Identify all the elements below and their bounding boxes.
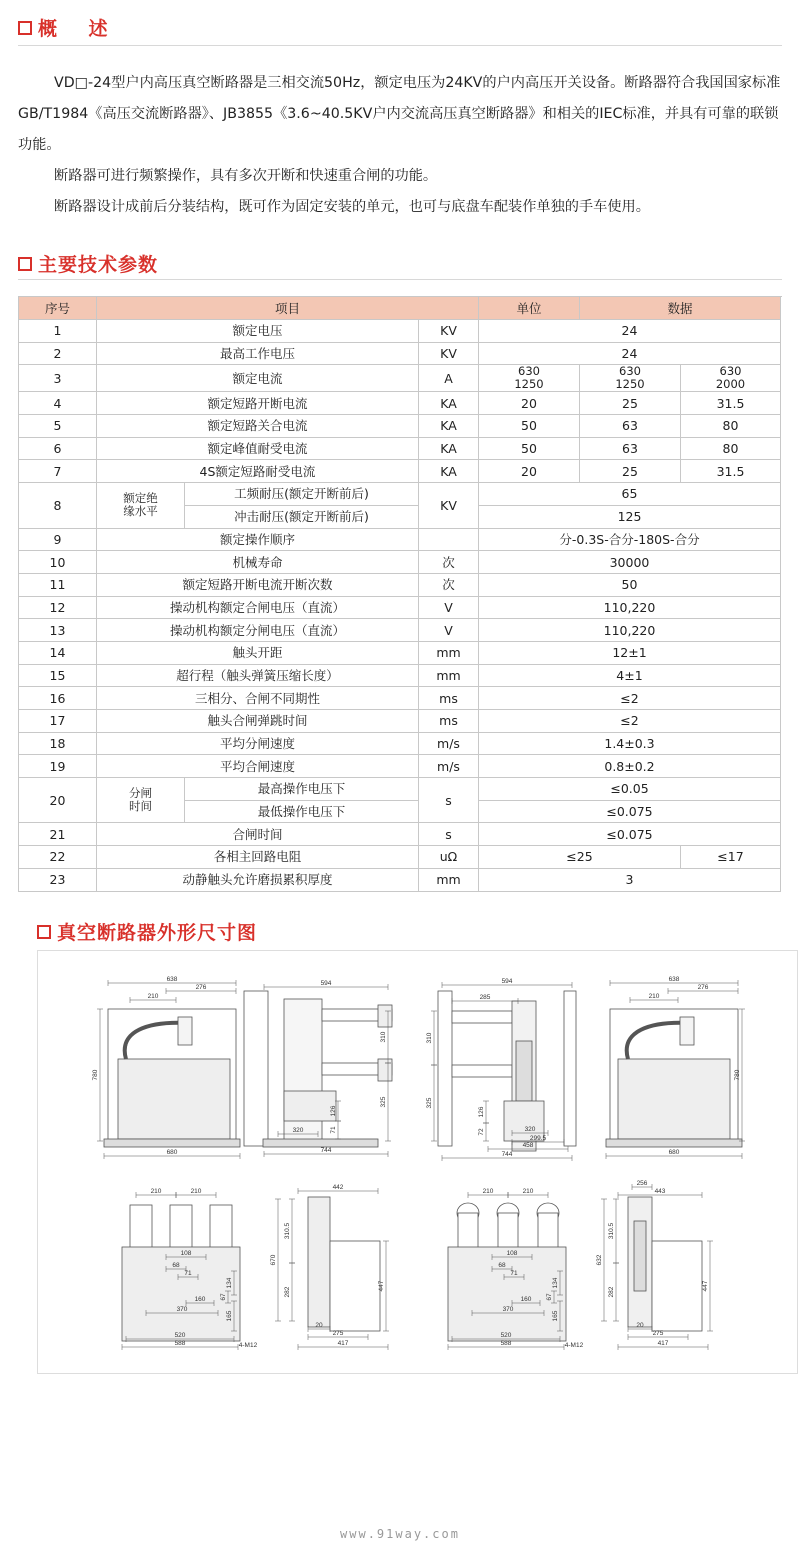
row-value: 24 — [479, 342, 781, 365]
row-unit: KV — [419, 320, 479, 343]
dimension-label: 447 — [378, 1280, 385, 1292]
overview-text — [18, 68, 783, 223]
overview-paragraph: VD□-24型户内高压真空断路器是三相交流50Hz，额定电压为24KV的户内高压开关设备。断路器符合我国国家标准GB/T1984《高压交流断路器》、JB3855《3.6~40.5KV户内交流高压真空断路器》和相关的IEC标准，并具有可靠的联锁功能。 — [18, 75, 781, 153]
mechanism-box — [618, 1059, 730, 1139]
row-item: 超行程（触头弹簧压缩长度） — [97, 664, 419, 687]
row-unit: mm — [419, 868, 479, 891]
dimension-label: 370 — [502, 1306, 514, 1313]
drawing-shape — [378, 1005, 392, 1027]
row-number: 21 — [19, 823, 97, 846]
row-unit: KA — [419, 460, 479, 483]
dimension-label: 325 — [380, 1096, 387, 1108]
row-value: ≤0.05 — [479, 778, 781, 801]
row-number: 8 — [19, 483, 97, 528]
row-unit: ms — [419, 687, 479, 710]
row-value: 110,220 — [479, 619, 781, 642]
dimension-label: 588 — [500, 1340, 512, 1347]
row-value: 20 — [479, 392, 580, 415]
drawing-shape — [284, 1091, 336, 1121]
dimension-label: 680 — [166, 1149, 178, 1156]
dimension-label: 442 — [332, 1184, 344, 1191]
row-value: ≤0.075 — [479, 800, 781, 823]
row-number: 15 — [19, 664, 97, 687]
dimension-label: 680 — [668, 1149, 680, 1156]
row-unit: KV — [419, 342, 479, 365]
row-value: 80 — [681, 415, 781, 438]
table-row — [19, 551, 781, 574]
table-header-row — [19, 297, 781, 320]
table-header-cell: 项目 — [97, 297, 479, 320]
table-row — [19, 365, 781, 392]
dimension-label: 108 — [506, 1250, 518, 1257]
dimension-label: 275 — [652, 1330, 664, 1337]
row-number: 2 — [19, 342, 97, 365]
dimension-label: 310 — [380, 1031, 387, 1043]
row-item: 额定峰值耐受电流 — [97, 437, 419, 460]
table-row — [19, 732, 781, 755]
dimension-label: 160 — [520, 1296, 532, 1303]
row-value: 65 — [479, 483, 781, 506]
drawing-shape — [452, 1065, 512, 1077]
drawing-shape — [606, 1139, 742, 1147]
side-frame — [244, 991, 268, 1146]
row-unit: mm — [419, 664, 479, 687]
dimension-label: 72 — [478, 1128, 485, 1136]
dimension-label: 160 — [194, 1296, 206, 1303]
table-row — [19, 664, 781, 687]
row-unit: 次 — [419, 573, 479, 596]
row-value: 31.5 — [681, 392, 781, 415]
row-number: 4 — [19, 392, 97, 415]
dimension-label: 108 — [180, 1250, 192, 1257]
dimension-label: 20 — [636, 1322, 644, 1329]
drawing-shape — [680, 1017, 694, 1045]
row-value: 50 — [479, 437, 580, 460]
dimension-label: 165 — [226, 1310, 233, 1322]
row-unit: KA — [419, 392, 479, 415]
row-value: 20 — [479, 460, 580, 483]
row-value: 25 — [580, 392, 681, 415]
row-value: 25 — [580, 460, 681, 483]
row-value: 630 1250 — [479, 365, 580, 392]
drawing-shape — [378, 1059, 392, 1081]
row-number: 13 — [19, 619, 97, 642]
row-number: 7 — [19, 460, 97, 483]
dimension-label: 520 — [500, 1332, 512, 1339]
table-row — [19, 320, 781, 343]
row-value: 630 2000 — [681, 365, 781, 392]
row-unit: uΩ — [419, 846, 479, 869]
table-row — [19, 415, 781, 438]
dimension-label: 594 — [320, 980, 332, 987]
row-value: 63 — [580, 437, 681, 460]
dimension-label: 638 — [166, 976, 178, 983]
table-row — [19, 687, 781, 710]
dimension-label: 285 — [479, 994, 491, 1001]
side-frame — [438, 991, 452, 1146]
row-number: 22 — [19, 846, 97, 869]
row-number: 18 — [19, 732, 97, 755]
dimension-label: 320 — [292, 1127, 304, 1134]
row-unit: V — [419, 619, 479, 642]
dimension-label: 780 — [734, 1069, 741, 1081]
section-title: 主要技术参数 — [38, 254, 159, 276]
row-value: 30000 — [479, 551, 781, 574]
footer-watermark: www.91way.com — [340, 1527, 460, 1541]
dimension-label: 282 — [608, 1286, 615, 1298]
row-value: 24 — [479, 320, 781, 343]
drawing-shape — [263, 1139, 378, 1147]
row-item: 机械寿命 — [97, 551, 419, 574]
dimension-label: 4-M12 — [238, 1342, 258, 1349]
dimension-label: 126 — [330, 1105, 337, 1117]
dimension-label: 71 — [184, 1270, 192, 1277]
row-value: ≤0.075 — [479, 823, 781, 846]
divider — [18, 45, 782, 46]
drawing-shape — [178, 1017, 192, 1045]
section-title: 概 述 — [38, 18, 109, 40]
dimension-label: 282 — [284, 1286, 291, 1298]
section-title: 真空断路器外形尺寸图 — [57, 922, 258, 944]
table-row — [19, 823, 781, 846]
row-item: 触头合闸弹跳时间 — [97, 710, 419, 733]
dimension-label: 588 — [174, 1340, 186, 1347]
row-number: 23 — [19, 868, 97, 891]
dimension-label: 4-M12 — [564, 1342, 584, 1349]
row-value: 50 — [479, 573, 781, 596]
dimension-label: 417 — [657, 1340, 669, 1347]
table-row — [19, 868, 781, 891]
pole-housing — [284, 999, 322, 1144]
drawing-shape — [516, 1041, 532, 1101]
dimension-drawing-panel — [37, 950, 798, 1374]
dimension-label: 256 — [636, 1180, 648, 1187]
row-item: 额定操作顺序 — [97, 528, 419, 551]
table-row — [19, 392, 781, 415]
row-number: 16 — [19, 687, 97, 710]
dimension-label: 67 — [220, 1293, 227, 1301]
row-number: 1 — [19, 320, 97, 343]
row-value: 分-0.3S-合分-180S-合分 — [479, 528, 781, 551]
dimension-label: 134 — [226, 1277, 233, 1289]
row-value: 3 — [479, 868, 781, 891]
row-value: 110,220 — [479, 596, 781, 619]
drawing-shape — [564, 991, 576, 1146]
row-item: 三相分、合闸不同期性 — [97, 687, 419, 710]
row-unit — [419, 528, 479, 551]
row-value: ≤2 — [479, 710, 781, 733]
dimension-label: 210 — [482, 1188, 494, 1195]
row-group-label: 分闸 时间 — [97, 778, 185, 823]
dimension-drawings — [38, 951, 797, 1373]
row-item: 合闸时间 — [97, 823, 419, 846]
row-unit: ms — [419, 710, 479, 733]
dimension-label: 126 — [478, 1106, 485, 1118]
dimension-label: 744 — [320, 1147, 332, 1154]
row-value: 80 — [681, 437, 781, 460]
row-number: 14 — [19, 641, 97, 664]
row-number: 19 — [19, 755, 97, 778]
table-row — [19, 573, 781, 596]
dimension-label: 443 — [654, 1188, 666, 1195]
dimension-label: 417 — [337, 1340, 349, 1347]
row-item: 动静触头允许磨损累积厚度 — [97, 868, 419, 891]
spec-table — [18, 296, 781, 892]
row-unit: KA — [419, 415, 479, 438]
row-unit: V — [419, 596, 479, 619]
dimension-label: 320 — [524, 1126, 536, 1133]
section-drawings-header — [37, 918, 257, 945]
dimension-label: 744 — [501, 1151, 513, 1158]
dimension-label: 67 — [546, 1293, 553, 1301]
row-unit: s — [419, 778, 479, 823]
row-unit: m/s — [419, 732, 479, 755]
dimension-label: 210 — [522, 1188, 534, 1195]
dimension-label: 780 — [92, 1069, 99, 1081]
dimension-label: 638 — [668, 976, 680, 983]
row-number: 3 — [19, 365, 97, 392]
row-value: 125 — [479, 505, 781, 528]
row-value: 0.8±0.2 — [479, 755, 781, 778]
dimension-label: 210 — [147, 993, 159, 1000]
dimension-label: 370 — [176, 1306, 188, 1313]
table-row — [19, 596, 781, 619]
row-number: 9 — [19, 528, 97, 551]
dimension-label: 310 — [426, 1032, 433, 1044]
dimension-label: 310.5 — [608, 1222, 615, 1240]
row-item: 额定电压 — [97, 320, 419, 343]
dimension-label: 520 — [174, 1332, 186, 1339]
row-item: 额定电流 — [97, 365, 419, 392]
table-row — [19, 619, 781, 642]
table-header-cell: 数据 — [580, 297, 781, 320]
table-row — [19, 755, 781, 778]
row-value: 50 — [479, 415, 580, 438]
row-unit: A — [419, 365, 479, 392]
row-value: 63 — [580, 415, 681, 438]
section-box-icon — [18, 257, 32, 271]
row-number: 6 — [19, 437, 97, 460]
side-frame — [652, 1241, 702, 1331]
dimension-label: 276 — [697, 984, 709, 991]
row-unit: KA — [419, 437, 479, 460]
pole-housing — [308, 1197, 330, 1327]
row-unit: KV — [419, 483, 479, 528]
dimension-label: 68 — [172, 1262, 180, 1269]
row-unit: m/s — [419, 755, 479, 778]
table-row — [19, 641, 781, 664]
row-item: 触头开距 — [97, 641, 419, 664]
row-unit: s — [419, 823, 479, 846]
table-row — [19, 778, 781, 801]
section-overview-header — [18, 14, 108, 41]
row-item: 平均合闸速度 — [97, 755, 419, 778]
row-item: 各相主回路电阻 — [97, 846, 419, 869]
row-value: ≤25 — [479, 846, 681, 869]
row-item: 额定短路开断电流 — [97, 392, 419, 415]
section-specs-header — [18, 250, 158, 277]
row-value: 4±1 — [479, 664, 781, 687]
section-box-icon — [37, 925, 51, 939]
row-value: 12±1 — [479, 641, 781, 664]
divider — [18, 279, 782, 280]
row-unit: 次 — [419, 551, 479, 574]
row-item: 冲击耐压(额定开断前后) — [185, 505, 419, 528]
drawing-shape — [452, 1011, 512, 1023]
row-number: 12 — [19, 596, 97, 619]
dimension-label: 165 — [552, 1310, 559, 1322]
dimension-label: 299.5 — [529, 1135, 547, 1142]
section-box-icon — [18, 21, 32, 35]
dimension-label: 210 — [190, 1188, 202, 1195]
dimension-label: 134 — [552, 1277, 559, 1289]
row-value: 31.5 — [681, 460, 781, 483]
row-number: 20 — [19, 778, 97, 823]
mechanism-box — [118, 1059, 230, 1139]
row-item: 最高操作电压下 — [185, 778, 419, 801]
row-number: 5 — [19, 415, 97, 438]
dimension-label: 632 — [596, 1254, 603, 1266]
row-item: 操动机构额定合闸电压（直流） — [97, 596, 419, 619]
dimension-label: 670 — [270, 1254, 277, 1266]
row-item: 操动机构额定分闸电压（直流） — [97, 619, 419, 642]
table-row — [19, 483, 781, 506]
table-header-cell: 单位 — [479, 297, 580, 320]
table-row — [19, 342, 781, 365]
dimension-label: 325 — [426, 1097, 433, 1109]
row-unit: mm — [419, 641, 479, 664]
dimension-label: 210 — [150, 1188, 162, 1195]
dimension-label: 71 — [330, 1126, 337, 1134]
overview-paragraph: 断路器可进行频繁操作，具有多次开断和快速重合闸的功能。 — [54, 168, 438, 184]
row-item: 平均分闸速度 — [97, 732, 419, 755]
row-item: 4S额定短路耐受电流 — [97, 460, 419, 483]
row-item: 额定短路开断电流开断次数 — [97, 573, 419, 596]
table-row — [19, 846, 781, 869]
table-row — [19, 710, 781, 733]
row-number: 11 — [19, 573, 97, 596]
table-header-cell: 序号 — [19, 297, 97, 320]
row-item: 额定短路关合电流 — [97, 415, 419, 438]
table-row — [19, 460, 781, 483]
dimension-label: 210 — [648, 993, 660, 1000]
dimension-label: 275 — [332, 1330, 344, 1337]
drawing-shape — [634, 1221, 646, 1291]
row-number: 17 — [19, 710, 97, 733]
row-group-label: 额定绝 缘水平 — [97, 483, 185, 528]
row-value: 1.4±0.3 — [479, 732, 781, 755]
table-row — [19, 437, 781, 460]
row-item: 最高工作电压 — [97, 342, 419, 365]
row-item: 最低操作电压下 — [185, 800, 419, 823]
dimension-label: 594 — [501, 978, 513, 985]
row-number: 10 — [19, 551, 97, 574]
overview-paragraph: 断路器设计成前后分装结构，既可作为固定安装的单元，也可与底盘车配装作单独的手车使用。 — [54, 199, 650, 215]
table-row — [19, 528, 781, 551]
drawing-shape — [104, 1139, 240, 1147]
dimension-label: 458 — [522, 1142, 534, 1149]
dimension-label: 20 — [315, 1322, 323, 1329]
dimension-label: 68 — [498, 1262, 506, 1269]
side-frame — [330, 1241, 380, 1331]
row-value: ≤2 — [479, 687, 781, 710]
dimension-label: 71 — [510, 1270, 518, 1277]
row-item: 工频耐压(额定开断前后) — [185, 483, 419, 506]
dimension-label: 276 — [195, 984, 207, 991]
row-value: 630 1250 — [580, 365, 681, 392]
row-value: ≤17 — [681, 846, 781, 869]
dimension-label: 310.5 — [284, 1222, 291, 1240]
dimension-label: 447 — [702, 1280, 709, 1292]
